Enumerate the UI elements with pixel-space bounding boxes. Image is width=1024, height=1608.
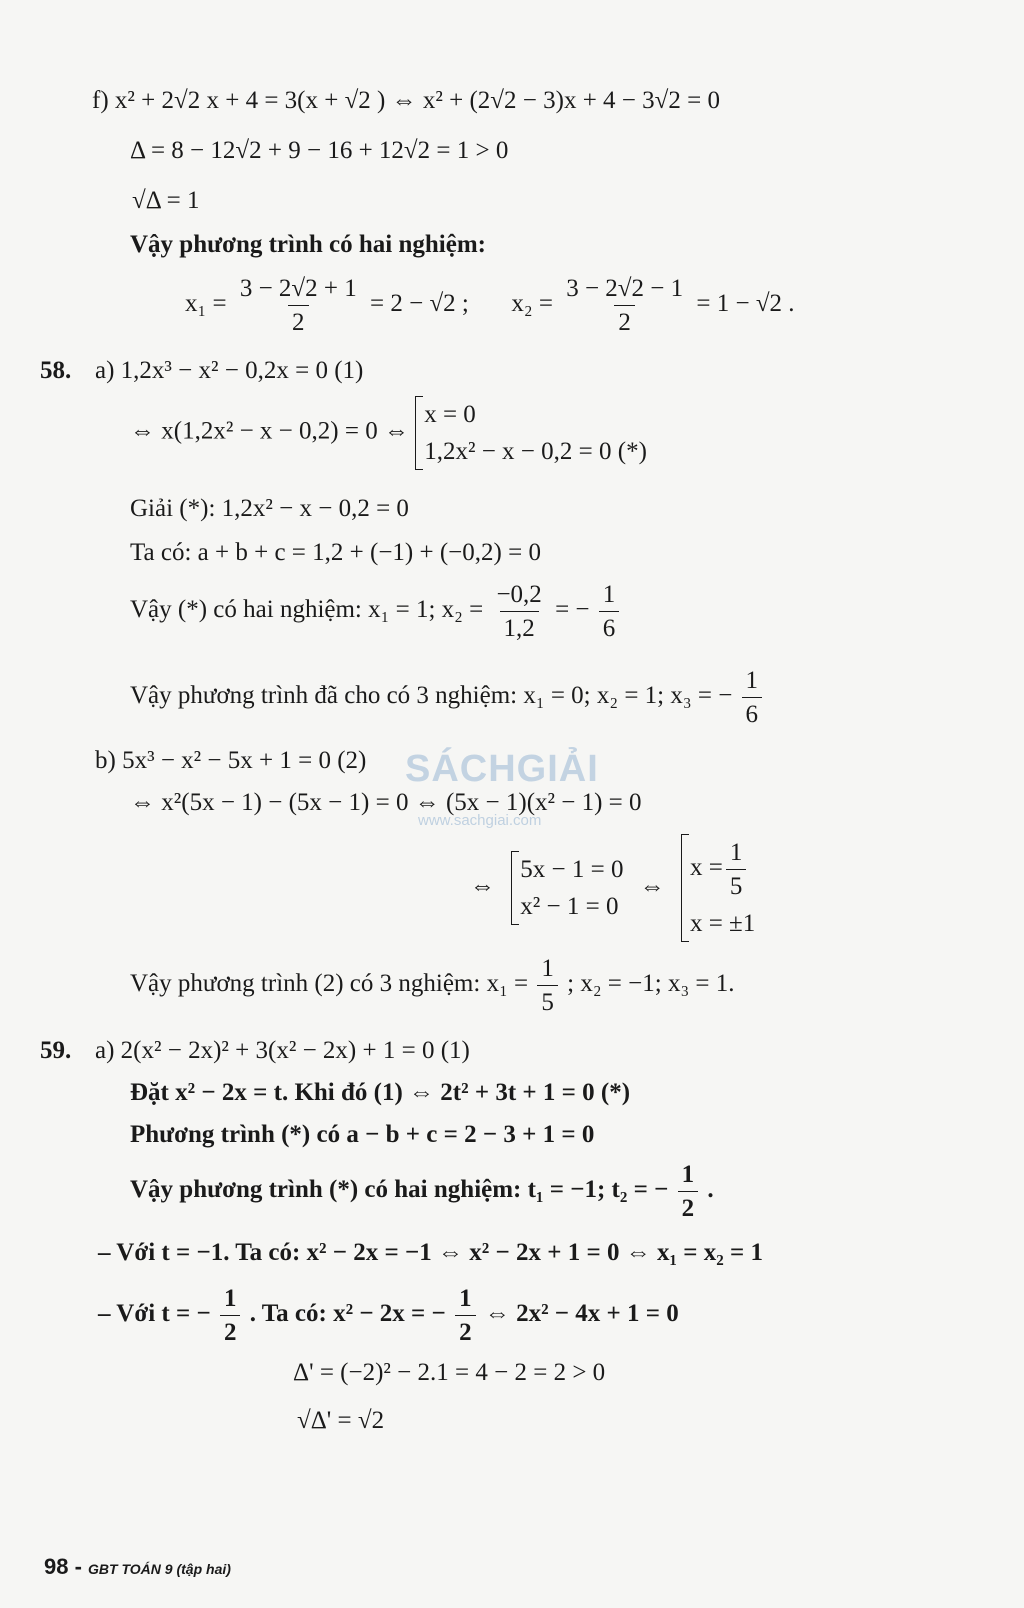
p58-sys-row-1: x = 0 [424,401,476,428]
p59-case-2-a: – Với t = − [98,1300,211,1328]
p59-roots-text: Vậy phương trình (*) có hai nghiệm: t₁ = −1; t₂ = − [130,1176,669,1204]
p58-conclusion [130,668,765,727]
p58-b-conclusion [130,956,735,1015]
f-delta: Δ = 8 − 12√2 + 9 − 16 + 12√2 = 1 > 0 [130,137,509,164]
p59-a-equation: a) 2(x² − 2x)² + 3(x² − 2x) + 1 = 0 (1) [95,1037,470,1064]
f-roots [185,276,795,335]
p58-b-frac: $\frac{1}{5}$ [537,956,558,1015]
p59-frac-3: $\frac{1}{2}$ [455,1286,476,1345]
p58-roots-text: Vậy (*) có hai nghiệm: x₁ = 1; x₂ = [130,596,484,624]
p58-a-equation: a) 1,2x³ − x² − 0,2x = 0 (1) [95,357,364,384]
p58-b-root-2: x = ±1 [689,910,756,937]
page-footer [44,1554,231,1580]
p58-factor [130,396,647,470]
f-sqrt-delta: √Δ = 1 [132,187,200,214]
p59-case-2 [98,1286,679,1345]
p58-b-conclusion-text: Vậy phương trình (2) có 3 nghiệm: x₁ = [130,970,529,998]
p58-eq-sign: = − [555,596,590,624]
p59-frac-1: $\frac{1}{2}$ [678,1162,699,1221]
p58-b-factor: ⇔ x²(5x − 1) − (5x − 1) = 0 ⇔ (5x − 1)(x² − 1) = 0 [130,789,642,816]
p58-b-systems [470,834,755,942]
problem-59-number: 59. [40,1037,72,1064]
p59-roots-t [130,1162,714,1221]
book-title: GBT TOÁN 9 (tập hai) [88,1561,231,1577]
p58-frac-3: $\frac{1}{6}$ [742,668,763,727]
p59-frac-2: $\frac{1}{2}$ [220,1286,241,1345]
p58-roots-star [130,582,622,641]
p58-sys-row-2: 1,2x² − x − 0,2 = 0 (*) [424,438,647,465]
watermark-logo: SÁCHGIẢI [405,748,599,790]
x2-result: = 1 − √2 . [696,290,795,318]
p58-b-sys-2 [681,834,755,942]
p58-solve: Giải (*): 1,2x² − x − 0,2 = 0 [130,495,409,522]
p59-sqrt-delta-prime: √Δ' = √2 [297,1407,385,1434]
p59-case-2-b: . Ta có: x² − 2x = − [249,1300,446,1328]
p58-b-conclusion-rest: ; x₂ = −1; x₃ = 1. [567,970,735,998]
p58-b-sys-row-2: x² − 1 = 0 [520,893,619,920]
equiv-arrow-2: ⇔ [639,872,665,900]
p58-factor-text: ⇔ x(1,2x² − x − 0,2) = 0 ⇔ [130,417,409,445]
f-conclusion: Vậy phương trình có hai nghiệm: [130,231,486,258]
page-number: 98 - [44,1554,82,1579]
p59-coef-check: Phương trình (*) có a − b + c = 2 − 3 + 1 = 0 [130,1121,595,1148]
p58-coef-sum: Ta có: a + b + c = 1,2 + (−1) + (−0,2) = 0 [130,539,541,566]
p58-b-sys-row-1: 5x − 1 = 0 [520,856,624,883]
p58-frac-1: $\frac{-0,2}{1,2}$ [496,581,542,642]
p58-b-equation: b) 5x³ − x² − 5x + 1 = 0 (2) [95,747,367,774]
x1-label: x₁ = [185,290,227,318]
p58-conclusion-text: Vậy phương trình đã cho có 3 nghiệm: x₁ = 0; x₂ = 1; x₃ = − [130,682,733,710]
p59-delta-prime: Δ' = (−2)² − 2.1 = 4 − 2 = 2 > 0 [293,1359,606,1386]
f-line-1: f) x² + 2√2 x + 4 = 3(x + √2 ) ⇔ x² + (2√2 − 3)x + 4 − 3√2 = 0 [92,87,720,114]
equiv-arrow-1: ⇔ [470,872,495,900]
p59-period: . [707,1176,714,1204]
x2-fraction: $\frac{3 - 2√2 - 1}{2}$ [566,275,684,336]
p59-case-2-c: ⇔ 2x² − 4x + 1 = 0 [484,1300,679,1328]
x1-result: = 2 − √2 ; [370,290,469,318]
x2-label: x₂ = [511,290,553,318]
p59-substitution: Đặt x² − 2x = t. Khi đó (1) ⇔ 2t² + 3t + 1 = 0 (*) [130,1079,631,1106]
x1-fraction: $\frac{3 - 2√2 + 1}{2}$ [239,275,357,336]
p58-b-sys-1 [511,851,623,925]
watermark-url: www.sachgiai.com [418,812,542,829]
p59-case-1: – Với t = −1. Ta có: x² − 2x = −1 ⇔ x² − 2x + 1 = 0 ⇔ x₁ = x₂ = 1 [98,1239,764,1266]
p58-system [415,396,647,470]
problem-58-number: 58. [40,357,72,384]
p58-b-root-1: x = $\frac{1}{5}$ [690,834,755,905]
p58-frac-2: $\frac{1}{6}$ [599,582,620,641]
